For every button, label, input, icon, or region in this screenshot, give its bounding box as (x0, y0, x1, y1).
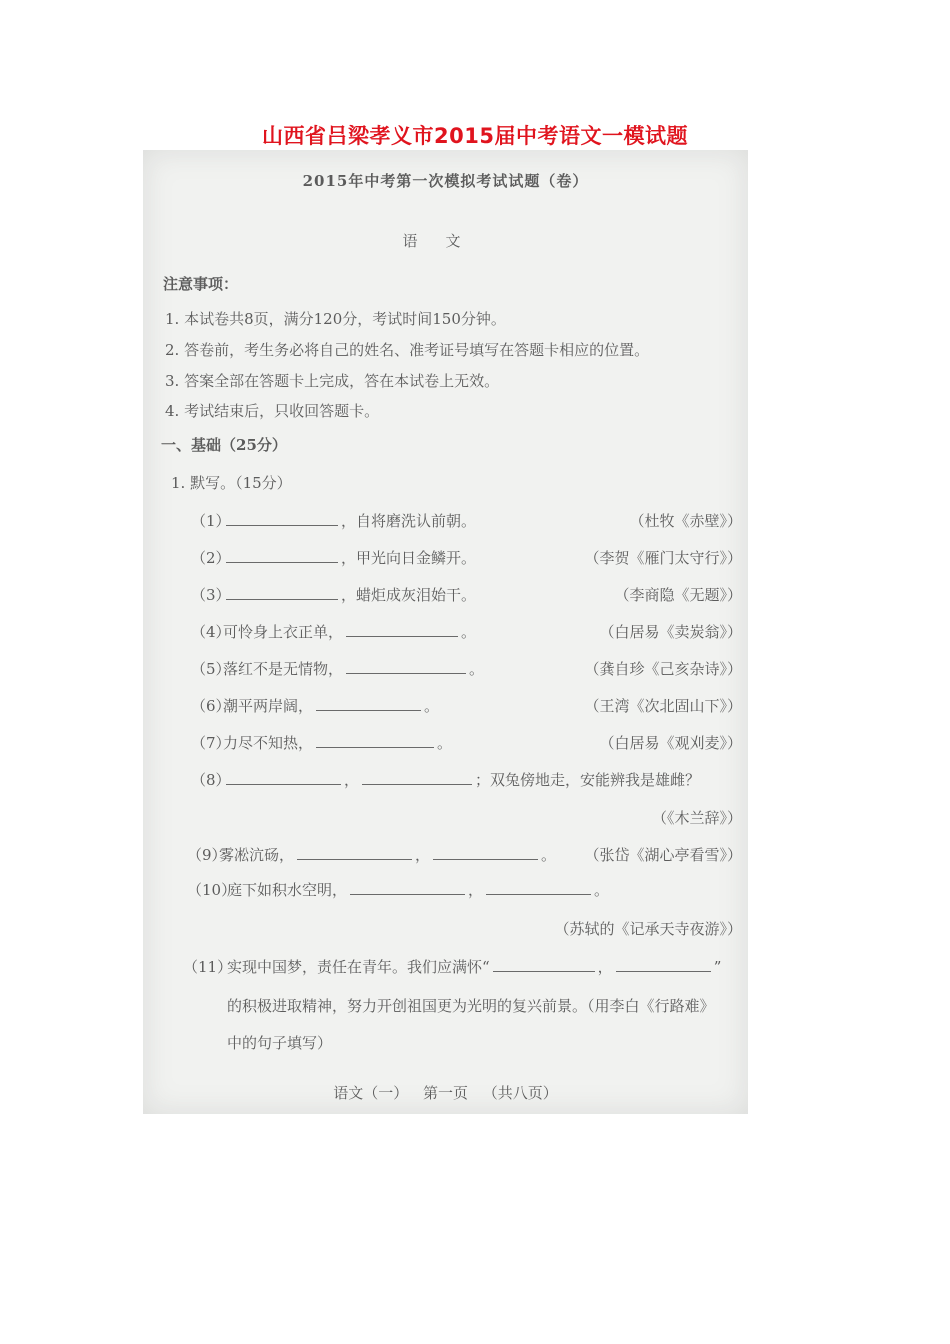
item-text: ，甲光向日金鳞开。 (341, 549, 477, 567)
section-heading: 一、基础（25分） (161, 436, 287, 454)
dictation-item (191, 584, 476, 605)
answer-blank (346, 659, 466, 674)
item-text: 。 (437, 734, 453, 752)
item-text: 实现中国梦，责任在青年。我们应满怀“ (227, 958, 490, 976)
question-heading: 1. 默写。（15分） (171, 474, 292, 492)
item-number: （6） (191, 697, 231, 715)
item-source: （张岱《湖心亭看雪》） (584, 846, 742, 864)
notice-item: 1. 本试卷共8页，满分120分，考试时间150分钟。 (165, 310, 506, 328)
item-text: 。 (424, 697, 440, 715)
dictation-item (191, 658, 484, 679)
item-text: ，自将磨洗认前朝。 (341, 512, 477, 530)
item-text: 落红不是无情物， (223, 660, 344, 678)
item-text: 。 (461, 623, 477, 641)
dictation-item (191, 769, 700, 790)
item-text: 。 (469, 660, 485, 678)
dictation-item (191, 621, 476, 642)
item-number: （8） (191, 771, 231, 789)
scanned-exam-page (143, 150, 748, 1114)
item-text: ” (713, 958, 722, 976)
item-number: （3） (191, 586, 231, 604)
item-text: 庭下如积水空明， (227, 881, 348, 899)
answer-blank (226, 585, 338, 600)
item-text: 力尽不知热， (223, 734, 314, 752)
answer-blank (433, 845, 538, 860)
item-text: ， (597, 958, 613, 976)
item-text: 可怜身上衣正单， (223, 623, 344, 641)
notice-item: 2. 答卷前，考生务必将自己的姓名、准考证号填写在答题卡相应的位置。 (165, 341, 650, 359)
subject-title: 语文 (402, 232, 489, 250)
item-text: ， (468, 881, 484, 899)
dictation-item (191, 547, 476, 568)
notice-title: 注意事项： (163, 275, 239, 293)
item-text: 中的句子填写） (227, 1034, 333, 1052)
answer-blank (493, 957, 595, 972)
item-number: （11） (183, 958, 233, 976)
dictation-item (183, 956, 721, 977)
answer-blank (226, 548, 338, 563)
item-source: （李商隐《无题》） (614, 586, 742, 604)
item-text: ；双兔傍地走，安能辨我是雄雌？ (475, 771, 701, 789)
item-text: 。 (594, 881, 610, 899)
dictation-item (191, 510, 476, 531)
item-text: 雾凇沆砀， (219, 846, 295, 864)
answer-blank (297, 845, 412, 860)
item-text: 的积极进取精神，努力开创祖国更为光明的复兴前景。（用李白《行路难》 (227, 997, 715, 1015)
page-footer: 语文（一） 第一页 （共八页） (333, 1084, 558, 1102)
item-number: （5） (191, 660, 231, 678)
answer-blank (362, 770, 472, 785)
notice-item: 4. 考试结束后，只收回答题卡。 (165, 402, 380, 420)
document-heading: 山西省吕梁孝义市2015届中考语文一模试题 (262, 124, 688, 148)
item-number: （9） (187, 846, 227, 864)
item-text: 潮平两岸阔， (223, 697, 314, 715)
item-source: （白居易《观刈麦》） (599, 734, 742, 752)
answer-blank (616, 957, 711, 972)
item-source: （龚自珍《己亥杂诗》） (584, 660, 742, 678)
item-source: （杜牧《赤壁》） (629, 512, 742, 530)
item-source: （《木兰辞》） (651, 809, 742, 827)
dictation-item (191, 695, 439, 716)
item-text: ， (344, 771, 360, 789)
item-source: （白居易《卖炭翁》） (599, 623, 742, 641)
dictation-item (191, 732, 452, 753)
answer-blank (226, 511, 338, 526)
answer-blank (226, 770, 341, 785)
item-number: （7） (191, 734, 231, 752)
item-source: （苏轼的《记承天寺夜游》） (554, 920, 742, 938)
item-source: （李贺《雁门太守行》） (584, 549, 742, 567)
answer-blank (316, 733, 434, 748)
item-text: 。 (541, 846, 557, 864)
answer-blank (316, 696, 421, 711)
item-source: （王湾《次北固山下》） (584, 697, 742, 715)
dictation-item (187, 844, 556, 865)
answer-blank (346, 622, 458, 637)
dictation-item (187, 879, 609, 900)
item-text: ，蜡炬成灰泪始干。 (341, 586, 477, 604)
item-number: （1） (191, 512, 231, 530)
answer-blank (350, 880, 465, 895)
item-number: （4） (191, 623, 231, 641)
item-text: ， (415, 846, 431, 864)
exam-title: 2015年中考第一次模拟考试试题（卷） (302, 172, 589, 190)
item-number: （2） (191, 549, 231, 567)
item-number: （10） (187, 881, 237, 899)
answer-blank (486, 880, 591, 895)
notice-item: 3. 答案全部在答题卡上完成，答在本试卷上无效。 (165, 372, 500, 390)
